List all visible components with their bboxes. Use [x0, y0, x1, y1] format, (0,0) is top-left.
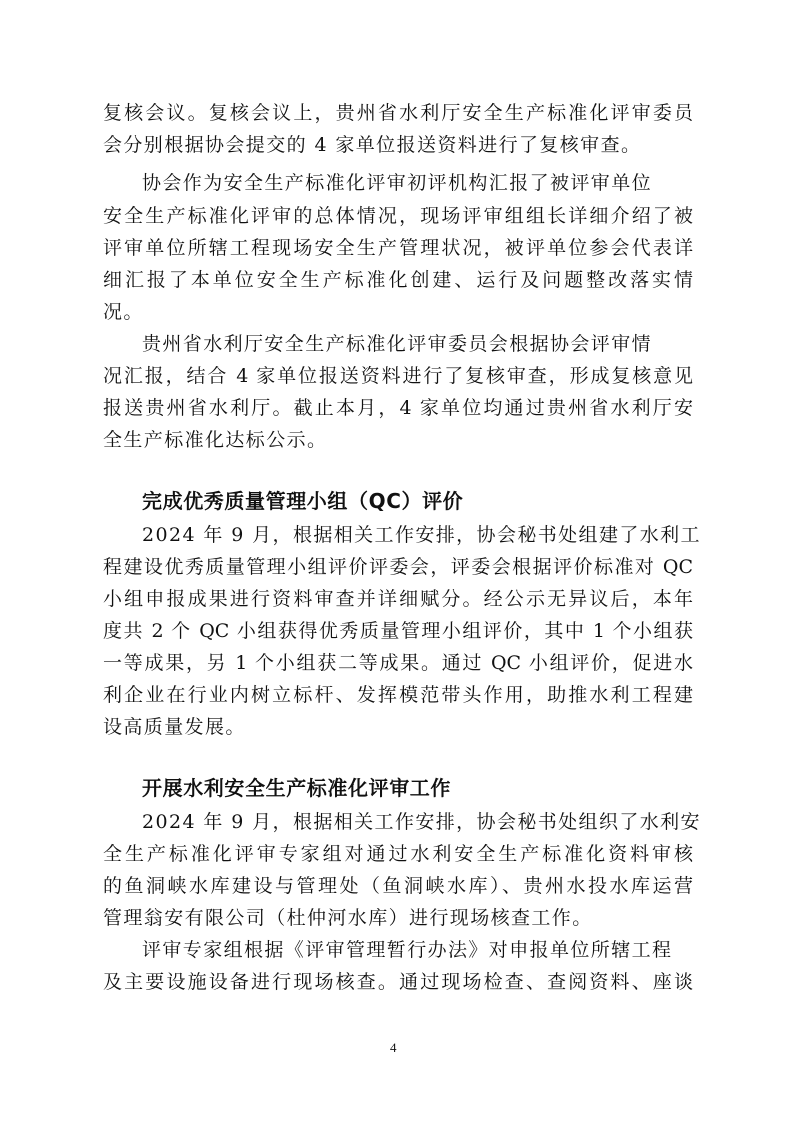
- paragraph-line: 况。: [103, 301, 144, 323]
- section-heading-qc: 完成优秀质量管理小组（QC）评价: [142, 489, 464, 513]
- paragraph-line: 程建设优秀质量管理小组评价评委会，评委会根据评价标准对 QC: [103, 556, 693, 578]
- paragraph-line: 报送贵州省水利厅。截止本月，4 家单位均通过贵州省水利厅安: [103, 397, 693, 419]
- paragraph-line: 全生产标准化达标公示。: [103, 429, 328, 451]
- paragraph-line: 全生产标准化评审专家组对通过水利安全生产标准化资料审核: [103, 843, 693, 865]
- paragraph-line: 会分别根据协会提交的 4 家单位报送资料进行了复核审查。: [103, 134, 642, 156]
- paragraph-line: 评审专家组根据《评审管理暂行办法》对申报单位所辖工程: [142, 939, 673, 961]
- section-heading-standardization: 开展水利安全生产标准化评审工作: [142, 776, 451, 800]
- paragraph-line: 管理翁安有限公司（杜仲河水库）进行现场核查工作。: [103, 907, 593, 929]
- paragraph-line: 及主要设施设备进行现场核查。通过现场检查、查阅资料、座谈: [103, 971, 693, 993]
- page-number: 4: [390, 1040, 397, 1055]
- paragraph-line: 安全生产标准化评审的总体情况，现场评审组组长详细介绍了被: [103, 205, 693, 227]
- paragraph-line: 一等成果，另 1 个小组获二等成果。通过 QC 小组评价，促进水: [103, 652, 693, 674]
- paragraph-line: 况汇报，结合 4 家单位报送资料进行了复核审查，形成复核意见: [103, 365, 693, 387]
- paragraph-line: 2024 年 9 月，根据相关工作安排，协会秘书处组织了水利安: [142, 811, 701, 833]
- paragraph-line: 细汇报了本单位安全生产标准化创建、运行及问题整改落实情: [103, 269, 693, 291]
- paragraph-line: 贵州省水利厅安全生产标准化评审委员会根据协会评审情: [142, 333, 653, 355]
- paragraph-line: 协会作为安全生产标准化评审初评机构汇报了被评审单位: [142, 172, 653, 194]
- paragraph-line: 2024 年 9 月，根据相关工作安排，协会秘书处组建了水利工: [142, 524, 701, 546]
- paragraph-line: 设高质量发展。: [103, 716, 246, 738]
- paragraph-line: 评审单位所辖工程现场安全生产管理状况，被评单位参会代表详: [103, 237, 693, 259]
- paragraph-line: 度共 2 个 QC 小组获得优秀质量管理小组评价，其中 1 个小组获: [103, 620, 693, 642]
- paragraph-line: 小组申报成果进行资料审查并详细赋分。经公示无异议后，本年: [103, 588, 693, 610]
- paragraph-line: 的鱼洞峡水库建设与管理处（鱼洞峡水库）、贵州水投水库运营: [103, 875, 693, 897]
- paragraph-line: 复核会议。复核会议上，贵州省水利厅安全生产标准化评审委员: [103, 102, 693, 124]
- paragraph-line: 利企业在行业内树立标杆、发挥模范带头作用，助推水利工程建: [103, 684, 693, 706]
